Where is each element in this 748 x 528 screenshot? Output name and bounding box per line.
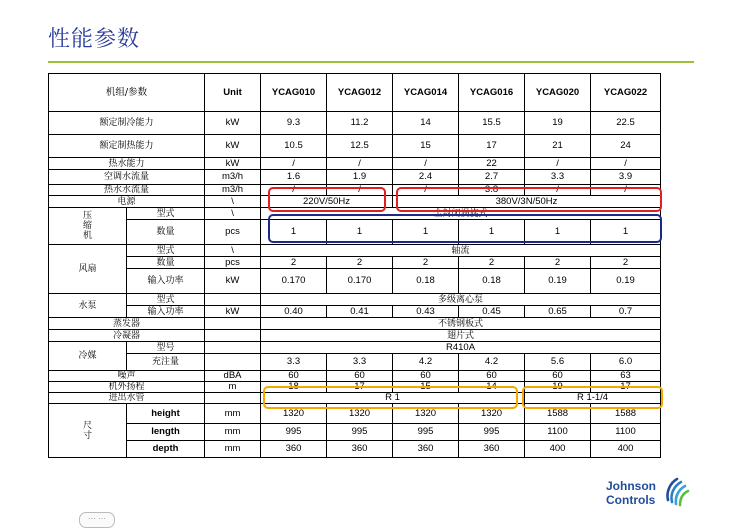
table-row [49,135,661,158]
cell: 1.9 [327,170,393,185]
cell: / [525,158,591,170]
row-label: 机外扬程 [49,382,205,393]
cell: / [327,185,393,196]
cell: 4.2 [393,354,459,371]
cell: R 1-1/4 [525,393,661,404]
cell: 60 [393,371,459,382]
cell: / [327,158,393,170]
cell: 0.19 [591,269,661,294]
row-unit: mm [205,424,261,441]
row-unit: m [205,382,261,393]
row-unit: pcs [205,220,261,245]
cell: 60 [261,371,327,382]
table-row [49,220,661,245]
header-model: YCAG010 [261,74,327,112]
cell: 11.2 [327,112,393,135]
row-unit: \ [205,208,261,220]
cell: 0.41 [327,306,393,318]
cell: 全封闭涡旋式 [261,208,661,220]
cell: 995 [261,424,327,441]
title-divider [48,61,694,63]
cell: 1 [459,220,525,245]
cell: 21 [525,135,591,158]
table-row [49,441,661,458]
cell: 轴流 [261,245,661,257]
row-unit: m3/h [205,185,261,196]
cell: 60 [459,371,525,382]
header-model: YCAG016 [459,74,525,112]
row-label: 型号 [127,342,205,354]
row-label: 进出水管 [49,393,205,404]
cell: R410A [261,342,661,354]
cell: 1 [525,220,591,245]
header-unit: Unit [205,74,261,112]
row-label: 额定制冷能力 [49,112,205,135]
cell: 360 [261,441,327,458]
row-unit: \ [205,196,261,208]
table-row [49,245,661,257]
company-logo [606,479,656,507]
cell: 18 [261,382,327,393]
cell: 17 [591,382,661,393]
cell: / [525,185,591,196]
compressor-group-label: 压缩机 [82,211,92,241]
cell: 2 [591,257,661,269]
cell: 60 [327,371,393,382]
row-label: 噪声 [49,371,205,382]
row-unit: kW [205,269,261,294]
size-group-label: 尺寸 [82,420,92,441]
group-label [49,208,127,245]
cell: 0.18 [459,269,525,294]
cell: 220V/50Hz [261,196,393,208]
cell: 0.7 [591,306,661,318]
cell: 3.8 [459,185,525,196]
row-unit [205,393,261,404]
row-label: 热水能力 [49,158,205,170]
row-label: 型式 [127,208,205,220]
group-label [49,404,127,458]
row-unit: dBA [205,371,261,382]
row-label: 输入功率 [127,269,205,294]
cell: 1320 [327,404,393,424]
row-label: depth [127,441,205,458]
cell: 1 [393,220,459,245]
row-unit: kW [205,158,261,170]
cell: / [591,158,661,170]
header-param: 机组/参数 [49,74,205,112]
cell: 1320 [261,404,327,424]
cell: 19 [525,382,591,393]
row-label: 型式 [127,294,205,306]
cell: / [591,185,661,196]
cell: 6.0 [591,354,661,371]
cell: 9.3 [261,112,327,135]
cell: 1 [327,220,393,245]
cell: 0.43 [393,306,459,318]
cell: 3.3 [261,354,327,371]
header-model: YCAG014 [393,74,459,112]
cell: 2 [261,257,327,269]
table-row [49,196,661,208]
cell: 19 [525,112,591,135]
cell: 5.6 [525,354,591,371]
row-label: length [127,424,205,441]
cell: 1320 [459,404,525,424]
group-label: 风扇 [49,245,127,294]
page-title: 性能参数 [48,27,141,52]
table-row [49,269,661,294]
cell: 0.170 [327,269,393,294]
cell: 1 [591,220,661,245]
row-unit [205,294,261,306]
cell: 995 [393,424,459,441]
row-unit: kW [205,135,261,158]
cell: 2.4 [393,170,459,185]
cell: 多级离心泵 [261,294,661,306]
header-model: YCAG012 [327,74,393,112]
cell: 60 [525,371,591,382]
cell: 14 [393,112,459,135]
logo-text-line1: Johnson [606,479,656,493]
row-label: 数量 [127,257,205,269]
cell: 12.5 [327,135,393,158]
cell: / [393,158,459,170]
row-label: 输入功率 [127,306,205,318]
cell: 0.40 [261,306,327,318]
table-row [49,185,661,196]
row-unit: kW [205,306,261,318]
header-row [49,74,661,112]
table-row [49,393,661,404]
cell: 1320 [393,404,459,424]
row-unit: \ [205,245,261,257]
row-label: 型式 [127,245,205,257]
row-label: height [127,404,205,424]
row-label: 数量 [127,220,205,245]
cell: 2 [525,257,591,269]
logo-mark-icon [664,474,690,508]
page-nav-control[interactable]: ··· ··· [79,512,115,528]
cell: 0.19 [525,269,591,294]
cell: / [261,158,327,170]
cell: 400 [525,441,591,458]
cell: / [393,185,459,196]
row-unit: m3/h [205,170,261,185]
logo-text-line2: Controls [606,493,656,507]
cell: 2 [393,257,459,269]
row-label: 电源 [49,196,205,208]
cell: 翅片式 [261,330,661,342]
row-label: 充注量 [127,354,205,371]
row-unit [205,330,261,342]
table-row [49,424,661,441]
cell: 360 [393,441,459,458]
table-row [49,318,661,330]
table-row [49,158,661,170]
cell: 4.2 [459,354,525,371]
row-unit [205,318,261,330]
row-label: 空调水流量 [49,170,205,185]
cell: 14 [459,382,525,393]
cell: 1 [261,220,327,245]
row-label: 额定制热能力 [49,135,205,158]
table-row [49,170,661,185]
cell: 380V/3N/50Hz [393,196,661,208]
performance-table [48,73,661,458]
row-unit: mm [205,441,261,458]
cell: 995 [327,424,393,441]
table-row [49,342,661,354]
cell: 3.9 [591,170,661,185]
row-label: 冷凝器 [49,330,205,342]
cell: 2 [327,257,393,269]
table-row [49,371,661,382]
table-row [49,404,661,424]
cell: 0.45 [459,306,525,318]
row-unit: pcs [205,257,261,269]
cell: 3.3 [525,170,591,185]
cell: 0.65 [525,306,591,318]
cell: 63 [591,371,661,382]
table-row [49,257,661,269]
cell: 15.5 [459,112,525,135]
cell: / [261,185,327,196]
cell: 1588 [525,404,591,424]
cell: 22.5 [591,112,661,135]
cell: R 1 [261,393,525,404]
row-unit [205,354,261,371]
cell: 2.7 [459,170,525,185]
cell: 995 [459,424,525,441]
cell: 15 [393,135,459,158]
table-row [49,306,661,318]
cell: 0.170 [261,269,327,294]
row-label: 热水水流量 [49,185,205,196]
cell: 15 [393,382,459,393]
row-unit: kW [205,112,261,135]
cell: 360 [459,441,525,458]
row-unit [205,342,261,354]
cell: 360 [327,441,393,458]
cell: 1588 [591,404,661,424]
group-label: 冷媒 [49,342,127,371]
table-row [49,330,661,342]
header-model: YCAG020 [525,74,591,112]
cell: 1100 [525,424,591,441]
cell: 22 [459,158,525,170]
cell: 17 [327,382,393,393]
cell: 0.18 [393,269,459,294]
cell: 24 [591,135,661,158]
header-model: YCAG022 [591,74,661,112]
cell: 不锈钢板式 [261,318,661,330]
cell: 3.3 [327,354,393,371]
cell: 1100 [591,424,661,441]
group-label: 水泵 [49,294,127,318]
cell: 1.6 [261,170,327,185]
table-row [49,208,661,220]
cell: 2 [459,257,525,269]
cell: 10.5 [261,135,327,158]
row-label: 蒸发器 [49,318,205,330]
table-row [49,382,661,393]
cell: 400 [591,441,661,458]
table-row [49,112,661,135]
cell: 17 [459,135,525,158]
row-unit: mm [205,404,261,424]
table-row [49,354,661,371]
table-row [49,294,661,306]
